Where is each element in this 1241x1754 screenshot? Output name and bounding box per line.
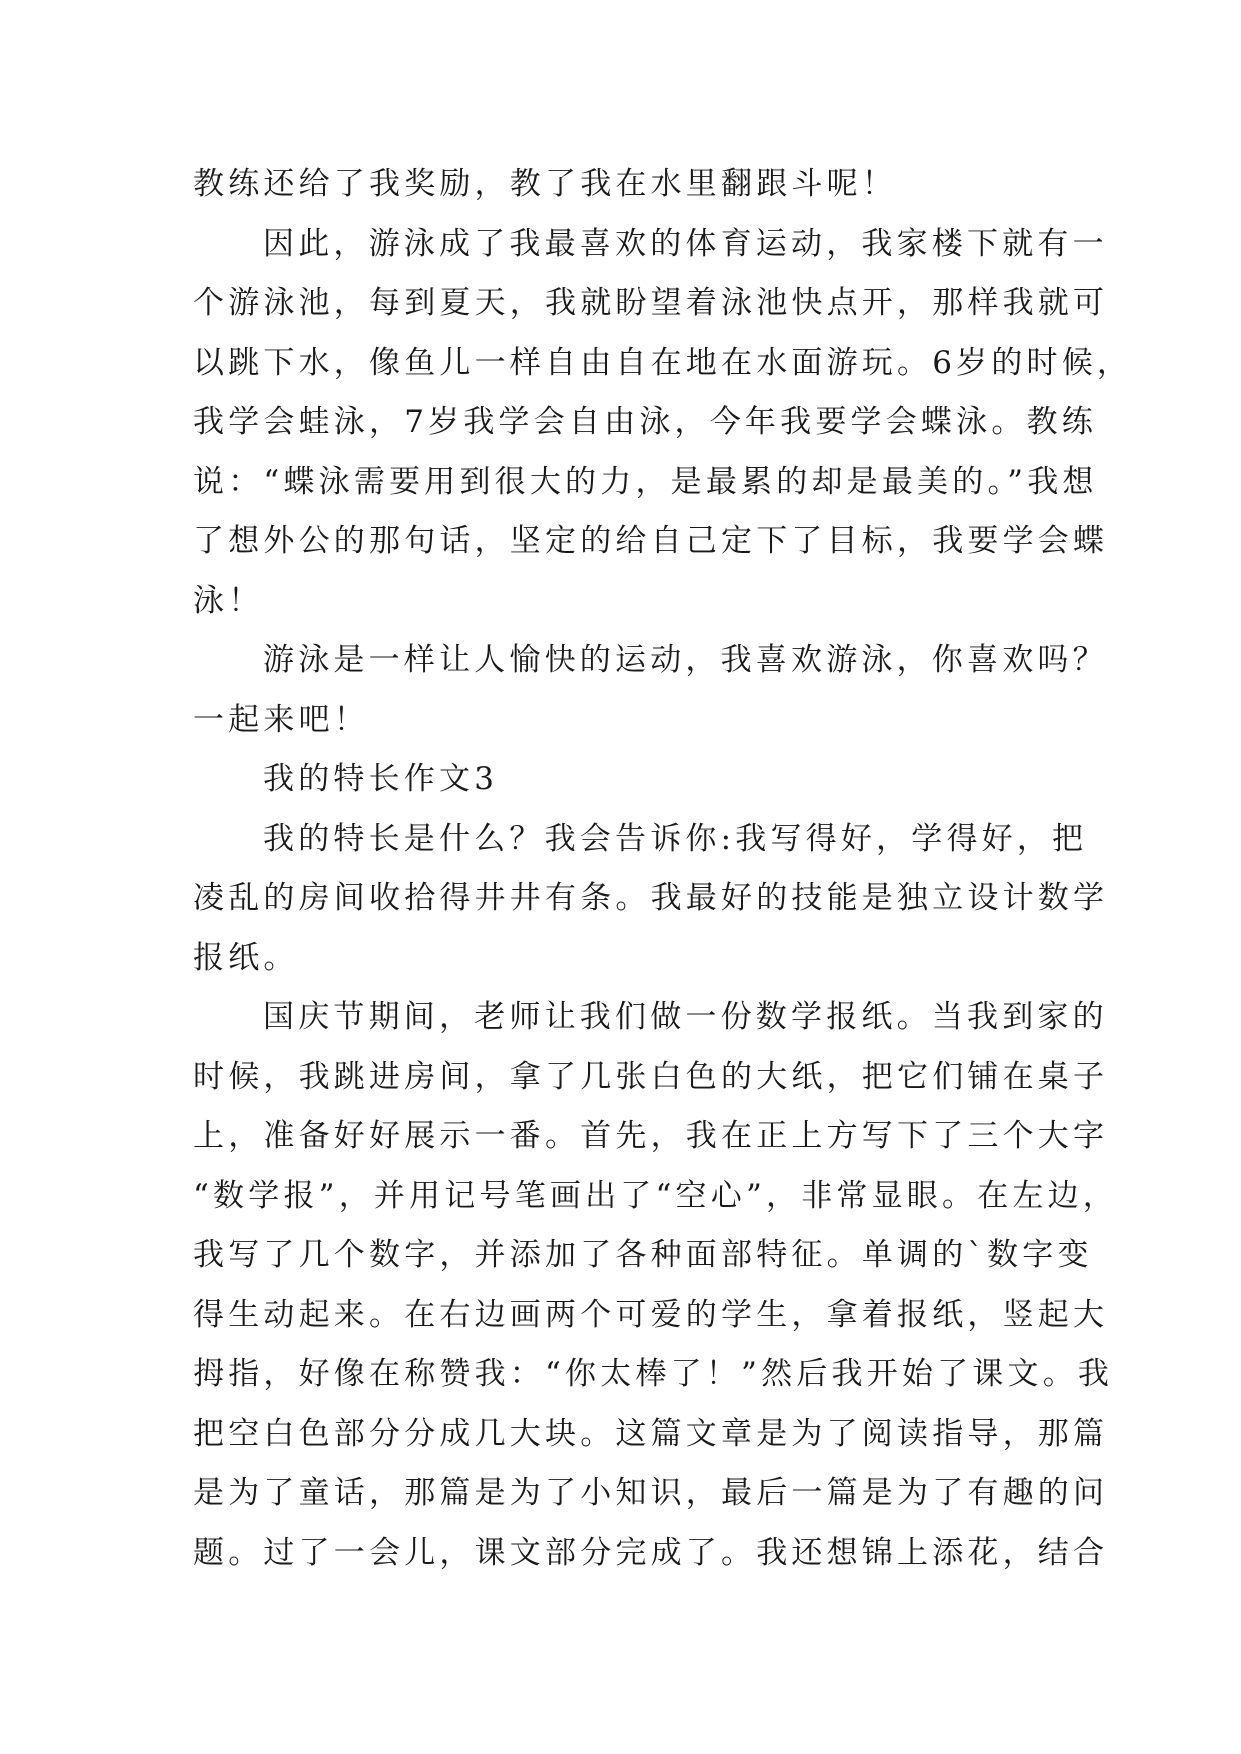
- text-line: 我学会蛙泳，7岁我学会自由泳，今年我要学会蝶泳。教练: [193, 404, 1097, 440]
- text-line: 说：“蝶泳需要用到很大的力，是最累的却是最美的。”我想: [193, 463, 1098, 500]
- text-line: 个游泳池，每到夏天，我就盼望着泳池快点开，那样我就可: [193, 285, 1109, 321]
- text-line: 我写了几个数字，并添加了各种面部特征。单调的`数字变: [193, 1237, 1093, 1273]
- text-line: 国庆节期间，老师让我们做一份数学报纸。当我到家的: [263, 999, 1108, 1035]
- text-line: 时候，我跳进房间，拿了几张白色的大纸，把它们铺在桌子: [193, 1058, 1109, 1095]
- text-line: 上，准备好好展示一番。首先，我在正上方写下了三个大字: [193, 1118, 1109, 1154]
- text-line: 了想外公的那句话，坚定的给自己定下了目标，我要学会蝶: [193, 523, 1109, 559]
- essay-body: [193, 155, 1133, 1583]
- section-heading: 我的特长作文3: [263, 761, 499, 797]
- text-line: 题。过了一会儿，课文部分完成了。我还想锦上添花，结合: [193, 1534, 1109, 1571]
- text-line: “数学报”，并用记号笔画出了“空心”，非常显眼。在左边，: [193, 1177, 1118, 1214]
- text-line: 因此，游泳成了我最喜欢的体育运动，我家楼下就有一: [263, 225, 1108, 262]
- text-line: 把空白色部分分成几大块。这篇文章是为了阅读指导，那篇: [193, 1415, 1109, 1452]
- text-line: 拇指，好像在称赞我：“你太棒了！”然后我开始了课文。我: [193, 1356, 1114, 1392]
- text-line: 得生动起来。在右边画两个可爱的学生，拿着报纸，竖起大: [193, 1296, 1109, 1333]
- text-line: 报纸。: [193, 939, 299, 976]
- text-line: 泳！: [193, 582, 264, 619]
- text-line: 我的特长是什么？我会告诉你:我写得好，学得好，把: [263, 820, 1088, 857]
- text-line: 凌乱的房间收拾得井井有条。我最好的技能是独立设计数学: [193, 880, 1109, 916]
- text-line: 游泳是一样让人愉快的运动，我喜欢游泳，你喜欢吗？: [263, 642, 1108, 678]
- text-line: 一起来吧！: [193, 701, 369, 738]
- text-line: 以跳下水，像鱼儿一样自由自在地在水面游玩。6岁的时候，: [193, 344, 1133, 381]
- text-line: 教练还给了我奖励，教了我在水里翻跟斗呢！: [193, 166, 897, 202]
- text-line: 是为了童话，那篇是为了小知识，最后一篇是为了有趣的问: [193, 1475, 1109, 1511]
